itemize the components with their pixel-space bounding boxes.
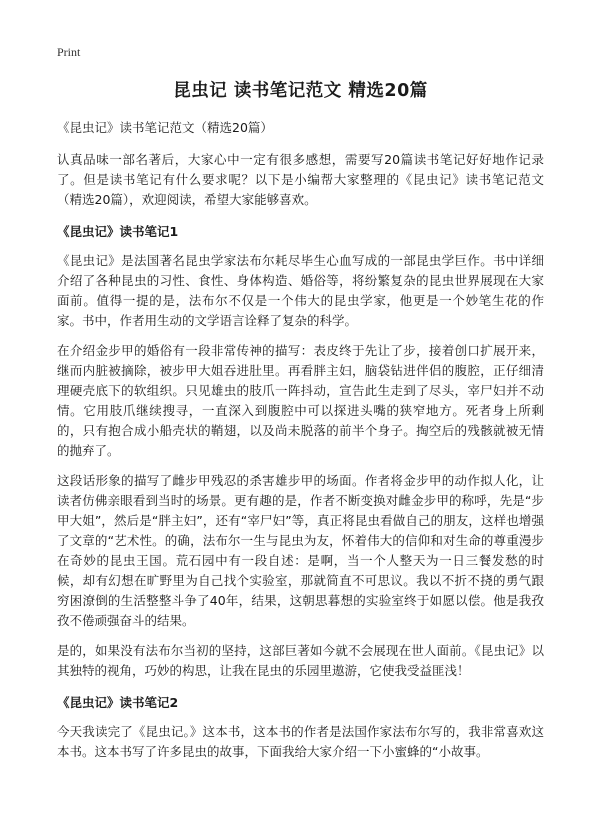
section-1-paragraph-4: 是的，如果没有法布尔当初的坚持，这部巨著如今就不会展现在世人面前。《昆虫记》以其独特的视角，巧妙的构思，让我在昆虫的乐园里遨游，它使我受益匪浅！ (57, 643, 544, 678)
section-1-paragraph-3: 这段话形象的描写了雌步甲残忍的杀害雄步甲的场面。作者将金步甲的动作拟人化，让读者仿佛亲眼看到当时的场景。更有趣的是，作者不断变换对雌金步甲的称呼，先是“步甲大姐”，然后是“胖主妇”，还有“宰尸妇”等，真正将昆虫看做自己的朋友，这样也增强了文章的“艺术性。的确，法布尔一生与昆虫为友，怀着伟大的信仰和对生命的尊重漫步在奇妙的昆虫王国。荒石园中有一段自述：是啊，当一个人整天为一日三餐发愁的时候，却有幻想在旷野里为自己找个实验室，那就简直不可思议。我以不折不挠的勇气跟穷困潦倒的生活整整斗争了40年，结果，这朝思暮想的实验室终于如愿以偿。他是我孜孜不倦顽强奋斗的结果。 (57, 473, 544, 628)
section-1-paragraph-2: 在介绍金步甲的婚俗有一段非常传神的描写：表皮终于先让了步，接着创口扩展开来，继而内脏被摘除，被步甲大姐吞进肚里。再看胖主妇，脑袋钻进伴侣的腹腔，正仔细清理硬壳底下的软组织。只见雄虫的肢爪一阵抖动，宣告此生走到了尽头，宰尸妇并不动情。它用肢爪继续搜寻，一直深入到腹腔中可以探进头嘴的狭窄地方。死者身上所剩的，只有抱合成小船壳状的鞘翅，以及尚未脱落的前半个身子。掏空后的残骸就被无情的抛弃了。 (57, 343, 544, 458)
section-2-paragraph-1: 今天我读完了《昆虫记。》这本书，这本书的作者是法国作家法布尔写的，我非常喜欢这本书。这本书写了许多昆虫的故事，下面我给大家介绍一下小蜜蜂的“小故事。 (57, 724, 544, 759)
section-heading-2: 《昆虫记》读书笔记2 (57, 695, 179, 710)
section-heading-1: 《昆虫记》读书笔记1 (57, 224, 179, 239)
print-label[interactable]: Print (57, 45, 81, 59)
document-title: 昆虫记 读书笔记范文 精选20篇 (173, 81, 428, 101)
document-subtitle: 《昆虫记》读书笔记范文（精选20篇） (57, 120, 273, 135)
section-1-paragraph-1: 《昆虫记》是法国著名昆虫学家法布尔耗尽毕生心血写成的一部昆虫学巨作。书中详细介绍了各种昆虫的习性、食性、身体构造、婚俗等，将纷繁复杂的昆虫世界展现在大家面前。值得一提的是，法布尔不仅是一个伟大的昆虫学家，他更是一个妙笔生花的作家。书中，作者用生动的文学语言诠释了复杂的科学。 (57, 253, 544, 328)
intro-paragraph: 认真品味一部名著后，大家心中一定有很多感想，需要写20篇读书笔记好好地作记录了。但是读书笔记有什么要求呢？以下是小编帮大家整理的《昆虫记》读书笔记范文（精选20篇），欢迎阅读，希望大家能够喜欢。 (57, 152, 544, 207)
